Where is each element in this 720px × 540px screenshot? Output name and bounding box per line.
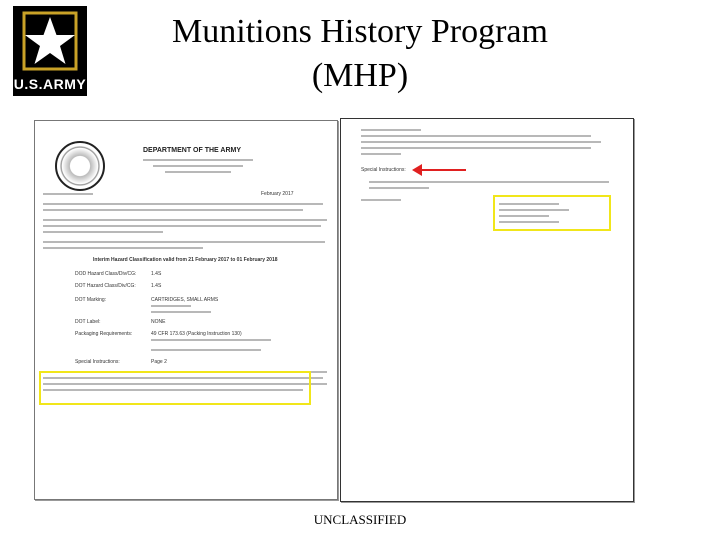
field-value: NONE (151, 319, 166, 325)
logo-text: U.S.ARMY (13, 76, 87, 92)
classification-footer: UNCLASSIFIED (313, 512, 407, 527)
us-army-logo (13, 6, 87, 96)
field-value: 1.4S (151, 271, 162, 277)
slide-title (100, 10, 620, 98)
department-seal-icon (55, 141, 105, 191)
special-instructions-label: Special Instructions: (361, 167, 406, 173)
field-label: Special Instructions: (75, 359, 120, 365)
field-label: DOT Label: (75, 319, 101, 325)
memorandum-page-1 (34, 120, 338, 500)
arrow-shaft (420, 169, 466, 171)
department-header: DEPARTMENT OF THE ARMY (143, 147, 241, 154)
title-line-2: (MHP) (311, 57, 409, 94)
highlight-box (493, 195, 611, 231)
field-value: 49 CFR 173.63 (Packing Instruction 130) (151, 331, 242, 337)
field-value: Page 2 (151, 359, 167, 365)
memorandum-page-2 (340, 118, 634, 502)
field-value: 1.4S (151, 283, 162, 289)
memo-date: February 2017 (261, 191, 294, 197)
title-line-1: Munitions History Program (172, 13, 548, 50)
field-label: DOT Marking: (75, 297, 107, 303)
army-star-icon (18, 9, 82, 73)
field-label: DOT Hazard Class/Div/CG: (75, 283, 136, 289)
field-label: Packaging Requirements: (75, 331, 133, 337)
field-label: DOD Hazard Class/Div/CG: (75, 271, 137, 277)
field-value: CARTRIDGES, SMALL ARMS (151, 297, 219, 303)
section-heading: Interim Hazard Classification valid from 21 February 2017 to 01 February 2018 (93, 257, 278, 263)
